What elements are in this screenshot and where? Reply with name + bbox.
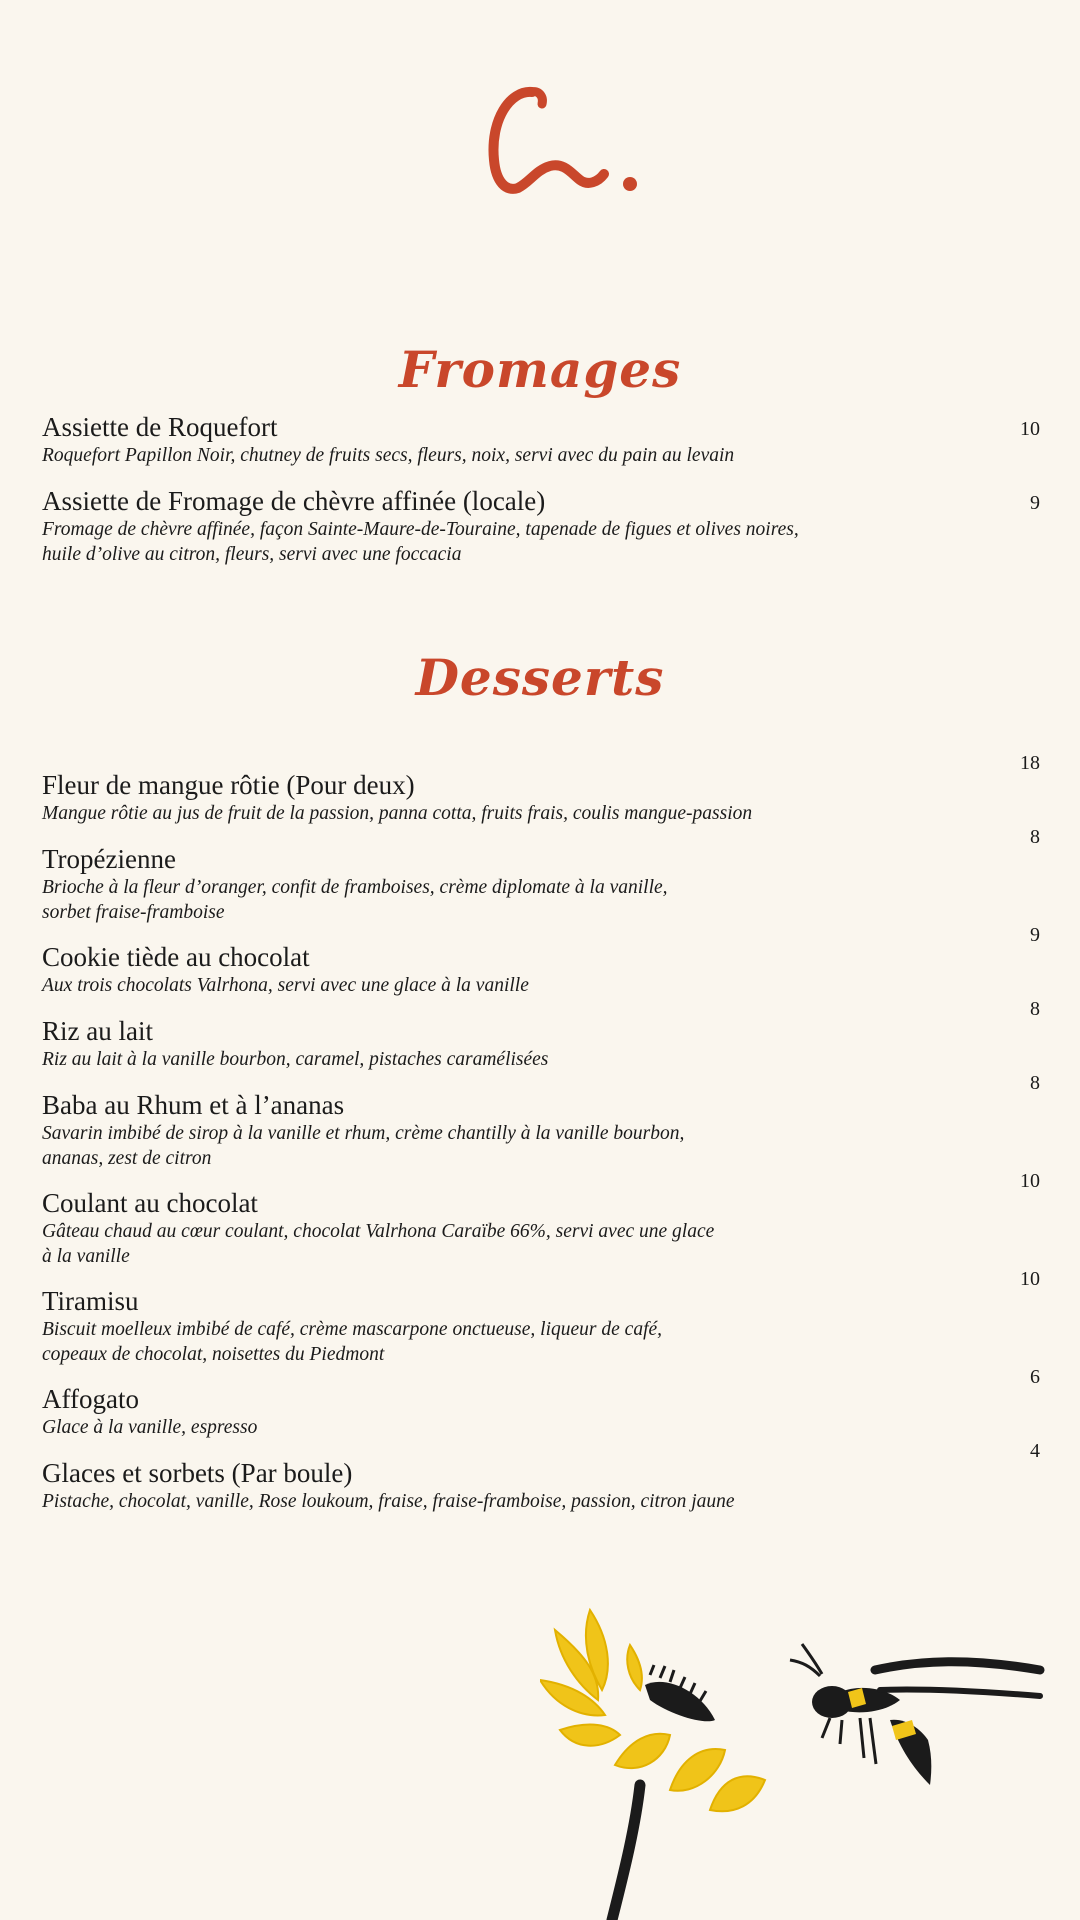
item-name: Assiette de Roquefort xyxy=(42,412,278,442)
bee-icon xyxy=(790,1644,1040,1785)
item-name: Riz au lait xyxy=(42,1016,153,1046)
section-title-fromages: Fromages xyxy=(398,340,682,399)
item-price: 8 xyxy=(1030,826,1040,848)
item-name: Tiramisu xyxy=(42,1286,139,1316)
flower-stem xyxy=(612,1785,640,1920)
item-name: Baba au Rhum et à l’ananas xyxy=(42,1090,345,1120)
item-price: 18 xyxy=(1020,752,1040,774)
item-description: copeaux de chocolat, noisettes du Piedmont xyxy=(42,1344,385,1365)
item-description: Fromage de chèvre affinée, façon Sainte-Maure-de-Touraine, tapenade de figues et olives noires, xyxy=(42,519,799,540)
item-price: 9 xyxy=(1030,492,1040,514)
item-description: Mangue rôtie au jus de fruit de la passion, panna cotta, fruits frais, coulis mangue-passion xyxy=(42,803,753,824)
section-title-desserts: Desserts xyxy=(415,648,665,707)
item-price: 8 xyxy=(1030,1072,1040,1094)
menu-item xyxy=(42,412,972,468)
item-price: 9 xyxy=(1030,924,1040,946)
item-description: Savarin imbibé de sirop à la vanille et rhum, crème chantilly à la vanille bourbon, xyxy=(42,1123,685,1144)
item-name: Cookie tiède au chocolat xyxy=(42,942,310,972)
menu-item xyxy=(42,844,972,925)
item-price: 8 xyxy=(1030,998,1040,1020)
item-description: huile d’olive au citron, fleurs, servi avec une foccacia xyxy=(42,544,462,565)
menu-item xyxy=(42,1016,972,1072)
sunflower-bee-illustration xyxy=(540,1600,1060,1920)
menu-item xyxy=(42,486,972,567)
item-name: Coulant au chocolat xyxy=(42,1188,258,1218)
menu-item xyxy=(42,1188,972,1269)
menu-item xyxy=(42,1286,972,1367)
item-name: Glaces et sorbets (Par boule) xyxy=(42,1458,353,1488)
item-description: Gâteau chaud au cœur coulant, chocolat Valrhona Caraïbe 66%, servi avec une glace xyxy=(42,1221,715,1242)
item-name: Tropézienne xyxy=(42,844,176,874)
sunflower-center xyxy=(645,1665,715,1721)
item-description: à la vanille xyxy=(42,1246,130,1267)
item-price: 4 xyxy=(1030,1440,1040,1462)
item-price: 10 xyxy=(1020,1170,1040,1192)
menu-item xyxy=(42,1458,972,1514)
c-logo-icon xyxy=(480,70,660,210)
menu-item xyxy=(42,1090,972,1171)
item-description: Riz au lait à la vanille bourbon, caramel, pistaches caramélisées xyxy=(42,1049,549,1070)
item-description: Biscuit moelleux imbibé de café, crème mascarpone onctueuse, liqueur de café, xyxy=(42,1319,663,1340)
item-description: sorbet fraise-framboise xyxy=(42,902,225,923)
item-price: 10 xyxy=(1020,418,1040,440)
item-name: Affogato xyxy=(42,1384,139,1414)
menu-item xyxy=(42,942,972,998)
sunflower-petals xyxy=(540,1610,765,1811)
menu-item xyxy=(42,1384,972,1440)
item-description: Aux trois chocolats Valrhona, servi avec une glace à la vanille xyxy=(42,975,529,996)
item-name: Fleur de mangue rôtie (Pour deux) xyxy=(42,770,415,800)
item-price: 10 xyxy=(1020,1268,1040,1290)
item-description: ananas, zest de citron xyxy=(42,1148,212,1169)
item-description: Brioche à la fleur d’oranger, confit de framboises, crème diplomate à la vanille, xyxy=(42,877,668,898)
item-price: 6 xyxy=(1030,1366,1040,1388)
item-description: Pistache, chocolat, vanille, Rose loukoum, fraise, fraise-framboise, passion, citron jaune xyxy=(42,1491,735,1512)
menu-item xyxy=(42,770,972,826)
item-description: Glace à la vanille, espresso xyxy=(42,1417,258,1438)
item-name: Assiette de Fromage de chèvre affinée (locale) xyxy=(42,486,546,516)
item-description: Roquefort Papillon Noir, chutney de fruits secs, fleurs, noix, servi avec du pain au levain xyxy=(42,445,735,466)
